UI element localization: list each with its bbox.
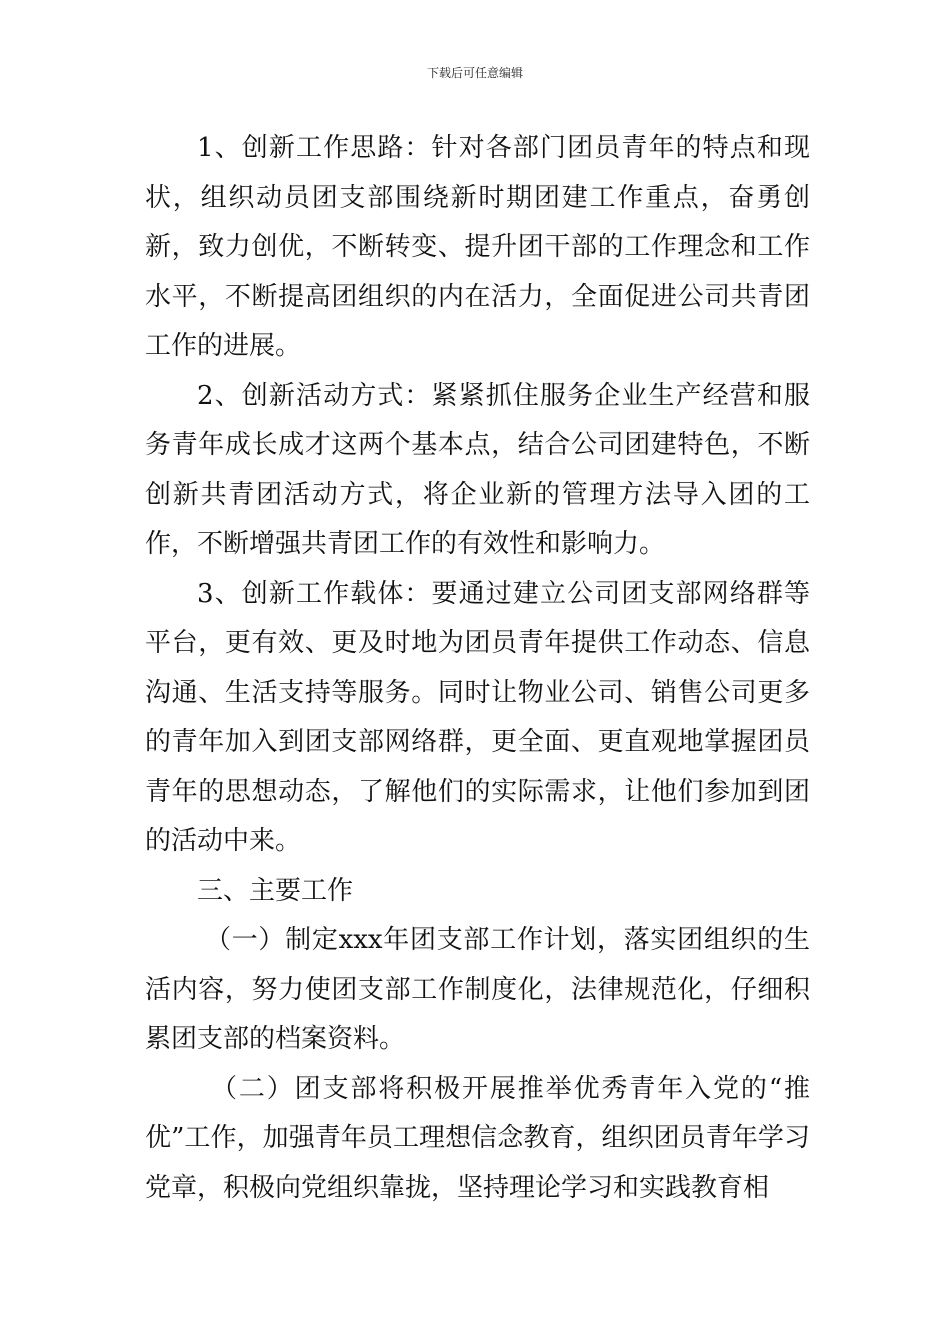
paragraph-recommend-excellent: （二）团支部将积极开展推举优秀青年入党的“推优”工作，加强青年员工理想信念教育，组织团员青年学习党章，积极向党组织靠拢，坚持理论学习和实践教育相 — [145, 1073, 810, 1203]
paragraph-innovate-work-carrier: 3、创新工作载体：要通过建立公司团支部网络群等平台，更有效、更及时地为团员青年提供工作动态、信息沟通、生活支持等服务。同时让物业公司、销售公司更多的青年加入到团支部网络群，更全面、更直观地掌握团员青年的思想动态，了解他们的实际需求，让他们参加到团的活动中来。 — [145, 578, 810, 856]
paragraph-innovate-activity-methods: 2、创新活动方式：紧紧抓住服务企业生产经营和服务青年成长成才这两个基本点，结合公司团建特色，不断创新共青团活动方式，将企业新的管理方法导入团的工作，不断增强共青团工作的有效性和影响力。 — [145, 380, 810, 559]
page-header: 下载后可任意编辑 — [426, 66, 523, 80]
paragraph-work-plan: （一）制定xxx年团支部工作计划，落实团组织的生活内容，努力使团支部工作制度化，法律规范化，仔细积累团支部的档案资料。 — [145, 925, 810, 1054]
paragraph-innovate-work-ideas: 1、创新工作思路：针对各部门团员青年的特点和现状，组织动员团支部围绕新时期团建工作重点，奋勇创新，致力创优，不断转变、提升团干部的工作理念和工作水平，不断提高团组织的内在活力，全面促进公司共青团工作的进展。 — [145, 133, 810, 361]
section-heading-main-work: 三、主要工作 — [197, 875, 354, 906]
document-body — [145, 124, 810, 1213]
